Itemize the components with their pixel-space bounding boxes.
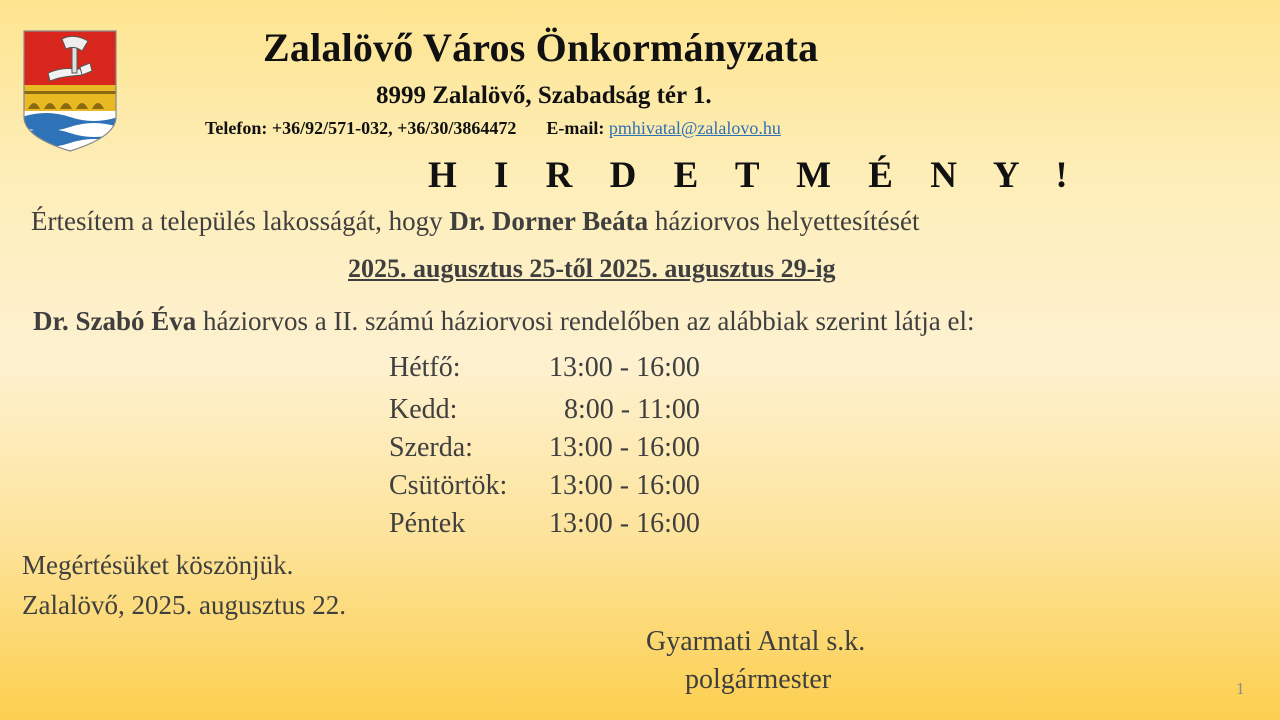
schedule-time: 13:00 - 16:00	[549, 470, 700, 501]
organization-title: Zalalövő Város Önkormányzata	[263, 25, 819, 70]
schedule-day: Szerda:	[389, 432, 473, 463]
schedule-time: 8:00 - 11:00	[564, 394, 700, 425]
thanks-text: Megértésüket köszönjük.	[22, 550, 294, 580]
substitution-period: 2025. augusztus 25-től 2025. augusztus 29-ig	[348, 254, 836, 283]
signer-name: Gyarmati Antal s.k.	[646, 626, 866, 657]
schedule-day: Péntek	[389, 508, 466, 539]
schedule-time: 13:00 - 16:00	[549, 508, 700, 539]
notice-heading: H I R D E T M É N Y !	[428, 155, 1082, 196]
schedule-time: 13:00 - 16:00	[549, 352, 700, 383]
email-link[interactable]: pmhivatal@zalalovo.hu	[608, 118, 781, 138]
substitute-paragraph	[33, 306, 974, 337]
place-and-date: Zalalövő, 2025. augusztus 22.	[22, 590, 346, 620]
substitute-text: háziorvos a II. számú háziorvosi rendelőben az alábbiak szerint látja el:	[196, 306, 975, 336]
signer-role: polgármester	[685, 664, 832, 695]
intro-text-end: háziorvos helyettesítését	[648, 206, 920, 236]
organization-address: 8999 Zalalövő, Szabadság tér 1.	[376, 82, 712, 109]
schedule-day: Hétfő:	[389, 352, 461, 383]
page-number: 1	[1236, 679, 1245, 698]
contact-line	[205, 118, 781, 139]
schedule-time: 13:00 - 16:00	[549, 432, 700, 463]
substitute-doctor-name: Dr. Szabó Éva	[33, 306, 197, 336]
phone-numbers: Telefon: +36/92/571-032, +36/30/3864472	[205, 118, 517, 138]
schedule-day: Csütörtök:	[389, 470, 508, 501]
replaced-doctor-name: Dr. Dorner Beáta	[449, 206, 649, 236]
intro-text-start: Értesítem a település lakosságát, hogy	[31, 206, 450, 236]
schedule-day: Kedd:	[389, 394, 458, 425]
intro-paragraph	[31, 206, 920, 237]
coat-of-arms-icon	[22, 29, 118, 153]
email-label: E-mail:	[546, 118, 605, 138]
